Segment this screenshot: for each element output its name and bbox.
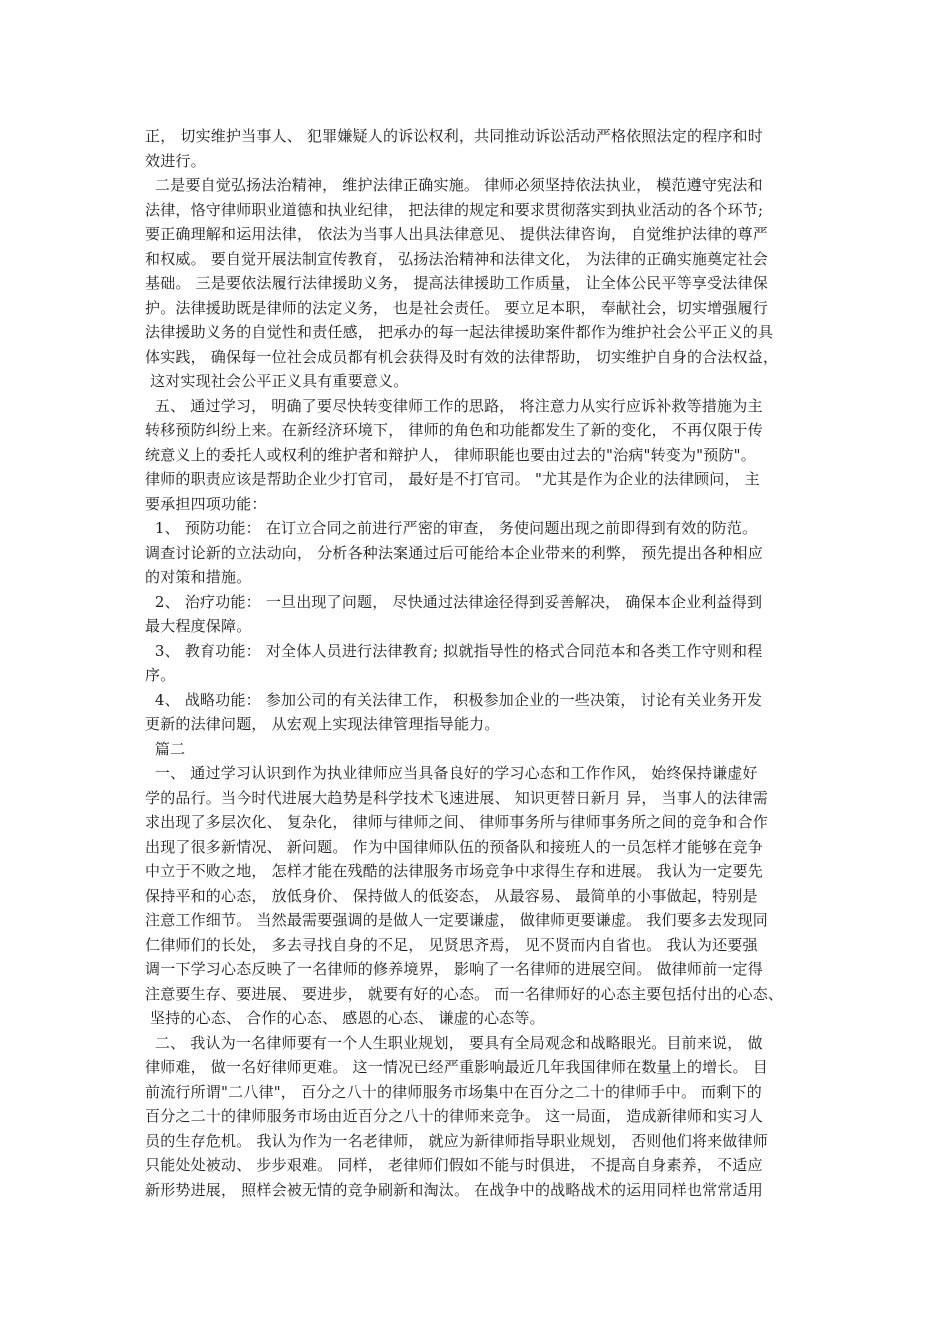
text-line: 正， 切实维护当事人、 犯罪嫌疑人的诉讼权利，共同推动诉讼活动严格依照法定的程序和时 bbox=[145, 127, 763, 145]
text-line: 律师的职责应该是帮助企业少打官司， 最好是不打官司。 "尤其是作为企业的法律顾问， 主 bbox=[145, 470, 760, 488]
text-line: 效进行。 bbox=[145, 151, 206, 170]
text-line: 求出现了多层次化、 复杂化， 律师与律师之间、 律师事务所与律师事务所之间的竞争和合作 bbox=[145, 813, 768, 831]
text-line: 序。 bbox=[145, 666, 176, 684]
text-line: 员的生存危机。 我认为作为一名老律师， 就应为新律师指导职业规划， 否则他们将来做律师 bbox=[145, 1131, 768, 1150]
text-line: 新形势进展， 照样会被无情的竞争刷新和淘汰。 在战争中的战略战术的运用同样也常常适用 bbox=[145, 1180, 763, 1199]
text-line: 只能处处被动、 步步艰难。 同样， 老律师们假如不能与时俱进， 不提高自身素养， 不适应 bbox=[145, 1156, 763, 1174]
text-line: 转移预防纠纷上来。在新经济环境下， 律师的角色和功能都发生了新的变化， 不再仅限于传 bbox=[145, 421, 763, 439]
text-line: 最大程度保障。 bbox=[145, 617, 252, 635]
text-line: 2、 治疗功能： 一旦出现了问题， 尽快通过法律途径得到妥善解决， 确保本企业利益得到 bbox=[145, 592, 763, 611]
text-line: 注意要生存、要进展、 要进步， 就要有好的心态。 而一名律师好的心态主要包括付出的心态、 bbox=[145, 984, 784, 1003]
document-body bbox=[145, 124, 813, 1202]
text-line: 前流行所谓"二八律"， 百分之八十的律师服务市场集中在百分之二十的律师手中。 而剩下的 bbox=[145, 1082, 762, 1101]
text-line: 护。法律援助既是律师的法定义务， 也是社会责任。 要立足本职， 奉献社会，切实增强履行 bbox=[145, 298, 768, 317]
text-line: 的对策和措施。 bbox=[145, 568, 252, 586]
text-line: 二、 我认为一名律师要有一个人生职业规划， 要具有全局观念和战略眼光。目前来说， 做 bbox=[145, 1033, 763, 1052]
text-line: 统意义上的委托人或权利的维护者和辩护人， 律师职能也要由过去的"治病"转变为"预防"。 bbox=[145, 445, 756, 464]
text-line: 调查讨论新的立法动向， 分析各种法案通过后可能给本企业带来的利弊， 预先提出各种相应 bbox=[145, 543, 763, 562]
text-line: 法律，恪守律师职业道德和执业纪律， 把法律的规定和要求贯彻落实到执业活动的各个环节; bbox=[145, 200, 764, 219]
text-line: 要承担四项功能： bbox=[145, 494, 267, 513]
text-line: 法律援助义务的自觉性和责任感， 把承办的每一起法律援助案件都作为维护社会公平正义的具 bbox=[145, 323, 774, 341]
text-line: 3、 教育功能： 对全体人员进行法律教育; 拟就指导性的格式合同范本和各类工作守则和程 bbox=[145, 641, 763, 660]
text-line: 1、 预防功能： 在订立合同之前进行严密的审查， 务使问题出现之前即得到有效的防范。 bbox=[145, 519, 758, 537]
text-line: 篇二 bbox=[145, 739, 186, 758]
text-line: 律师难， 做一名好律师更难。 这一情况已经严重影响最近几年我国律师在数量上的增长。 目 bbox=[145, 1058, 768, 1076]
text-line: 这对实现社会公平正义具有重要意义。 bbox=[145, 372, 409, 390]
text-line: 二是要自觉弘扬法治精神， 维护法律正确实施。 律师必须坚持依法执业， 模范遵守宪法和 bbox=[145, 176, 763, 194]
text-line: 学的品行。当今时代进展大趋势是科学技术飞速进展、 知识更替日新月 异， 当事人的法律需 bbox=[145, 788, 768, 807]
text-line: 4、 战略功能： 参加公司的有关法律工作， 积极参加企业的一些决策， 讨论有关业务开发 bbox=[145, 690, 763, 709]
text-line: 仁律师们的长处， 多去寻找自身的不足， 见贤思齐焉， 见不贤而内自省也。 我认为还要强 bbox=[145, 935, 758, 954]
text-line: 一、 通过学习认识到作为执业律师应当具备良好的学习心态和工作作风， 始终保持谦虚好 bbox=[145, 764, 758, 782]
text-line: 出现了很多新情况、 新问题。 作为中国律师队伍的预备队和接班人的一员怎样才能够在竞争 bbox=[145, 837, 763, 856]
text-line: 基础。 三是要依法履行法律援助义务， 提高法律援助工作质量， 让全体公民平等享受法律保 bbox=[145, 274, 768, 292]
text-line: 注意工作细节。 当然最需要强调的是做人一定要谦虚， 做律师更要谦虚。 我们要多去发现同 bbox=[145, 911, 768, 929]
text-line: 更新的法律问题， 从宏观上实现法律管理指导能力。 bbox=[145, 715, 500, 733]
text-line: 中立于不败之地， 怎样才能在残酷的法律服务市场竞争中求得生存和进展。 我认为一定要先 bbox=[145, 862, 763, 880]
text-line: 坚持的心态、 合作的心态、 感恩的心态、 谦虚的心态等。 bbox=[145, 1009, 545, 1027]
text-line: 体实践， 确保每一位社会成员都有机会获得及时有效的法律帮助， 切实维护自身的合法权益， bbox=[145, 347, 779, 366]
text-line: 百分之二十的律师服务市场由近百分之八十的律师来竞争。 这一局面， 造成新律师和实习人 bbox=[145, 1107, 763, 1125]
text-line: 和权威。 要自觉开展法制宣传教育， 弘扬法治精神和法律文化， 为法律的正确实施奠定社会 bbox=[145, 249, 768, 268]
text-line: 五、 通过学习， 明确了要尽快转变律师工作的思路， 将注意力从实行应诉补救等措施为主 bbox=[145, 396, 763, 415]
text-line: 保持平和的心态， 放低身价、 保持做人的低姿态， 从最容易、 最简单的小事做起，特别是 bbox=[145, 886, 758, 905]
text-line: 要正确理解和运用法律， 依法为当事人出具法律意见、 提供法律咨询， 自觉维护法律的尊严 bbox=[145, 225, 768, 243]
text-line: 调一下学习心态反映了一名律师的修养境界， 影响了一名律师的进展空间。 做律师前一定得 bbox=[145, 960, 763, 978]
